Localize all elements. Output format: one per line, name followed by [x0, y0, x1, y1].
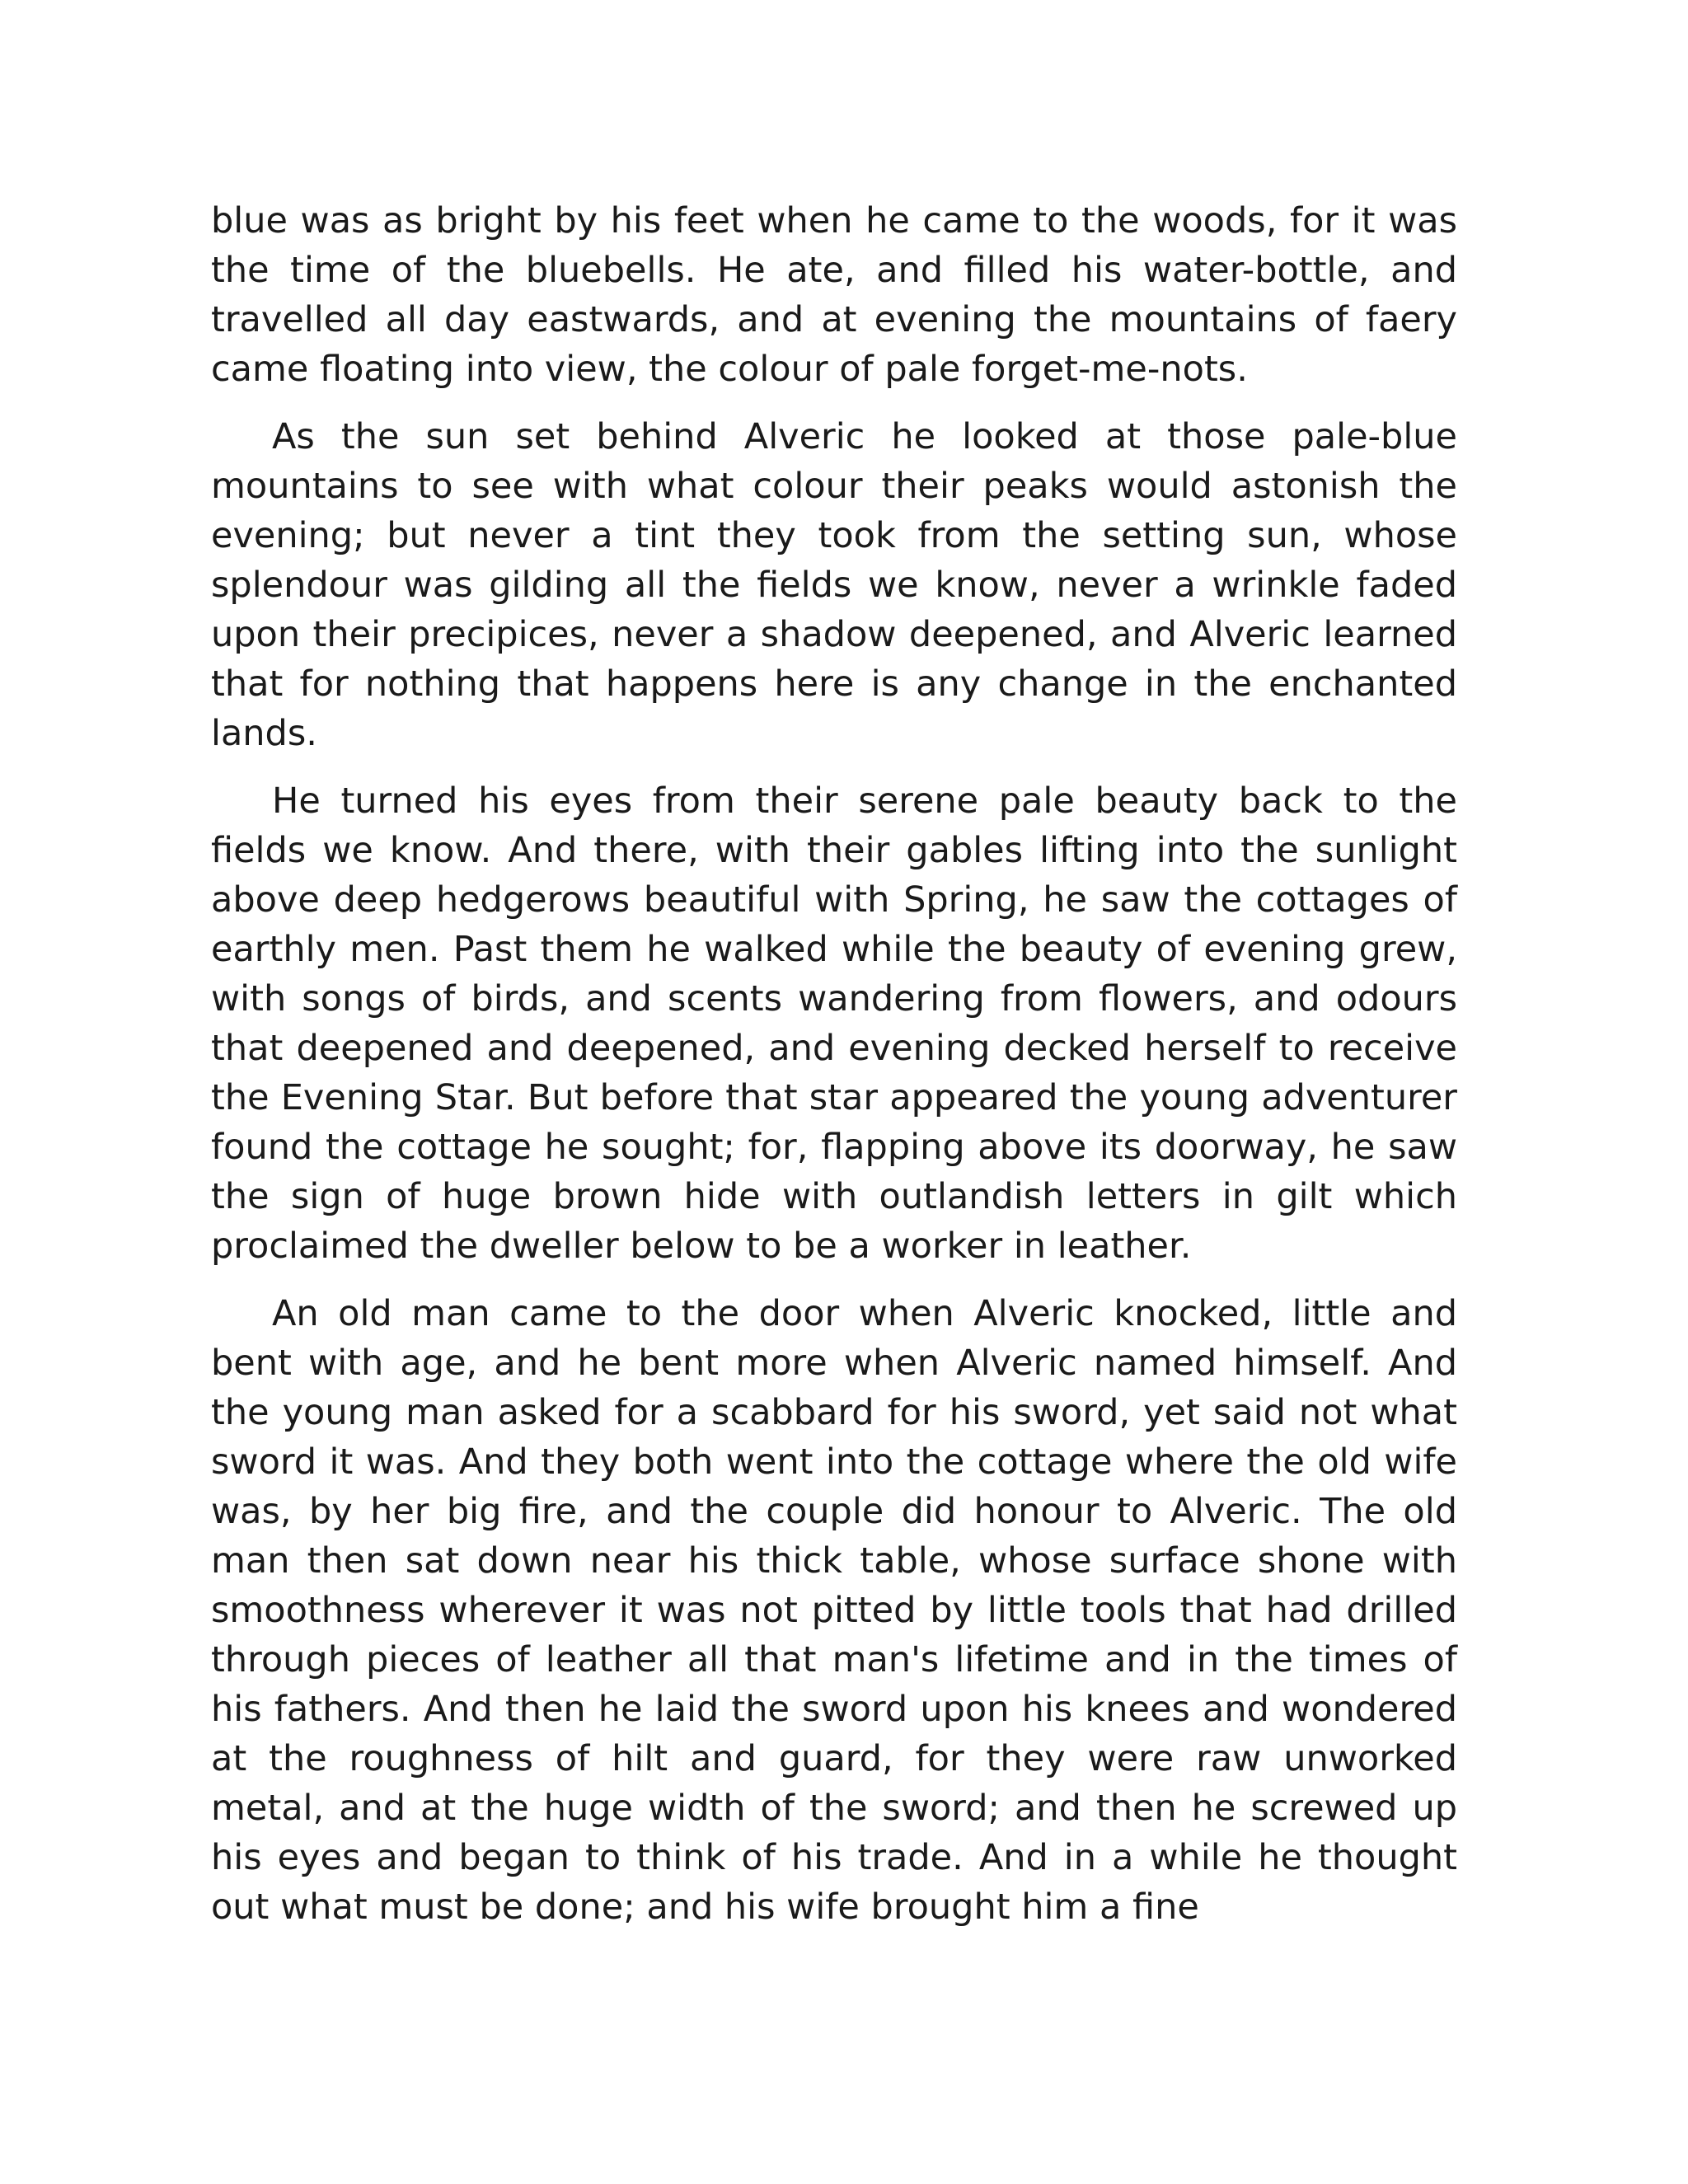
paragraph-3: He turned his eyes from their serene pale beauty back to the fields we know. And there, with their gables lifting into the sunlight above deep hedgerows beautiful with Spring, he saw the cottages of earthly men. Past them he walked while the beauty of evening grew, with songs of birds, and scents wandering from flowers, and odours that deepened and deepened, and evening decked herself to receive the Evening Star. But before that star appeared the young adventurer found the cottage he sought; for, flapping above its doorway, he saw the sign of huge brown hide with outlandish letters in gilt which proclaimed the dweller below to be a worker in leather.	[211, 780, 1457, 1267]
paragraph-2: As the sun set behind Alveric he looked at those pale-blue mountains to see with what colour their peaks would astonish the evening; but never a tint they took from the setting sun, whose splendour was gilding all the fields we know, never a wrinkle faded upon their precipices, never a shadow deepened, and Alveric learned that for nothing that happens here is any change in the enchanted lands.	[211, 416, 1457, 754]
paragraph-4: An old man came to the door when Alveric knocked, little and bent with age, and he bent more when Alveric named himself. And the young man asked for a scabbard for his sword, yet said not what sword it was. And they both went into the cottage where the old wife was, by her big fire, and the couple did honour to Alveric. The old man then sat down near his thick table, whose surface shone with smoothness wherever it was not pitted by little tools that had drilled through pieces of leather all that man's lifetime and in the times of his fathers. And then he laid the sword upon his knees and wondered at the roughness of hilt and guard, for they were raw unworked metal, and at the huge width of the sword; and then he screwed up his eyes and began to think of his trade. And in a while he thought out what must be done; and his wife brought him a fine	[211, 1293, 1457, 1928]
paragraph-1: blue was as bright by his feet when he came to the woods, for it was the time of the bluebells. He ate, and filled his water-bottle, and travelled all day eastwards, and at evening the mountains of faery came floating into view, the colour of pale forget-me-nots.	[211, 200, 1457, 390]
page-body	[211, 196, 1457, 1950]
